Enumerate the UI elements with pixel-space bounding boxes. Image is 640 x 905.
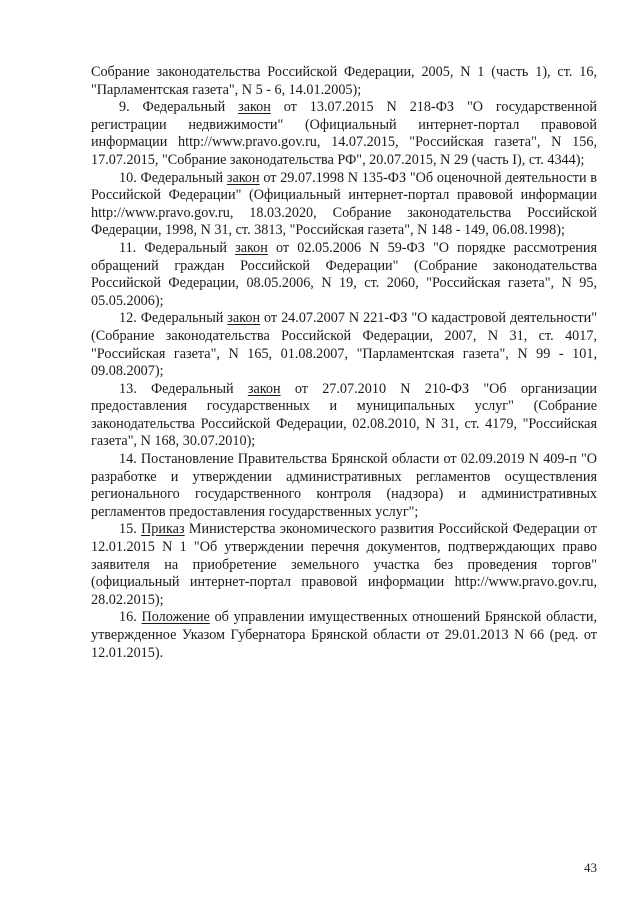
- item-text: 16.: [119, 609, 142, 626]
- document-body: [91, 64, 597, 662]
- law-link[interactable]: закон: [247, 380, 281, 397]
- item-text: 14. Постановление Правительства Брянской области от 02.09.2019 N 409-п "О разработке и утверждении административных регламентов осуществления регионального государственного контроля (надзора) и административных регламентов предоставления государственных услуг";: [91, 451, 597, 520]
- item-text: 10. Федеральный: [119, 169, 227, 186]
- list-item-10: [91, 170, 597, 240]
- list-item-16: [91, 609, 597, 662]
- law-link[interactable]: закон: [238, 99, 271, 116]
- list-item-11: [91, 240, 597, 310]
- order-link[interactable]: Приказ: [141, 521, 185, 538]
- list-item-continuation: [91, 64, 597, 99]
- item-text: 13. Федеральный: [119, 380, 248, 397]
- list-item-12: [91, 310, 597, 380]
- item-text: 9. Федеральный: [119, 99, 239, 116]
- page-number: 43: [584, 860, 597, 875]
- item-text: от 29.07.1998 N 135-ФЗ "Об оценочной деятельности в Российской Федерации" (Официальный интернет-портал правовой информации http://www.pravo.gov.ru, 18.03.2020, Собрание законодательства Российской Федерации, 1998, N 31, ст. 3813, "Российская газета", N 148 - 149, 06.08.1998);: [91, 169, 597, 239]
- regulation-link[interactable]: Положение: [141, 609, 210, 626]
- item-text: об управлении имущественных отношений Брянской области, утвержденное Указом Губернатора Брянской области от 29.01.2013 N 66 (ред. от 12.01.2015).: [91, 609, 598, 661]
- law-link[interactable]: закон: [226, 169, 260, 186]
- item-text: Министерства экономического развития Российской Федерации от 12.01.2015 N 1 "Об утверждении перечня документов, подтверждающих право заявителя на приобретение земельного участка без проведения торгов" (официальный интернет-портал правовой информации http://www.pravo.gov.ru, 28.02.2015);: [91, 521, 598, 608]
- law-link[interactable]: закон: [227, 310, 261, 327]
- list-item-13: [91, 381, 597, 451]
- item-text: 11. Федеральный: [119, 239, 236, 256]
- list-item-14: [91, 451, 597, 521]
- item-text: от 24.07.2007 N 221-ФЗ "О кадастровой деятельности" (Собрание законодательства Российской Федерации, 2007, N 31, ст. 4017, "Российская газета", N 165, 01.08.2007, "Парламентская газета", N 99 - 101, 09.08.2007);: [91, 310, 597, 380]
- item-text: 15.: [119, 521, 142, 538]
- list-item-9: [91, 99, 597, 169]
- law-link[interactable]: закон: [235, 239, 268, 256]
- item-text: от 27.07.2010 N 210-ФЗ "Об организации предоставления государственных и муниципальных услуг" (Собрание законодательства Российской Федерации, 02.08.2010, N 31, ст. 4179, "Российская газета", N 168, 30.07.2010);: [91, 380, 597, 450]
- item-text: Собрание законодательства Российской Федерации, 2005, N 1 (часть 1), ст. 16, "Парламентская газета", N 5 - 6, 14.01.2005);: [91, 64, 597, 98]
- list-item-15: [91, 521, 597, 609]
- item-text: 12. Федеральный: [119, 310, 228, 327]
- item-text: от 13.07.2015 N 218-ФЗ "О государственной регистрации недвижимости" (Официальный интернет-портал правовой информации http://www.pravo.gov.ru, 14.07.2015, "Российская газета", N 156, 17.07.2015, "Собрание законодательства РФ", 20.07.2015, N 29 (часть I), ст. 4344);: [91, 99, 597, 168]
- item-text: от 02.05.2006 N 59-ФЗ "О порядке рассмотрения обращений граждан Российской Федерации" (Собрание законодательства Российской Федерации, 08.05.2006, N 19, ст. 2060, "Российская газета", N 95, 05.05.2006);: [91, 239, 598, 309]
